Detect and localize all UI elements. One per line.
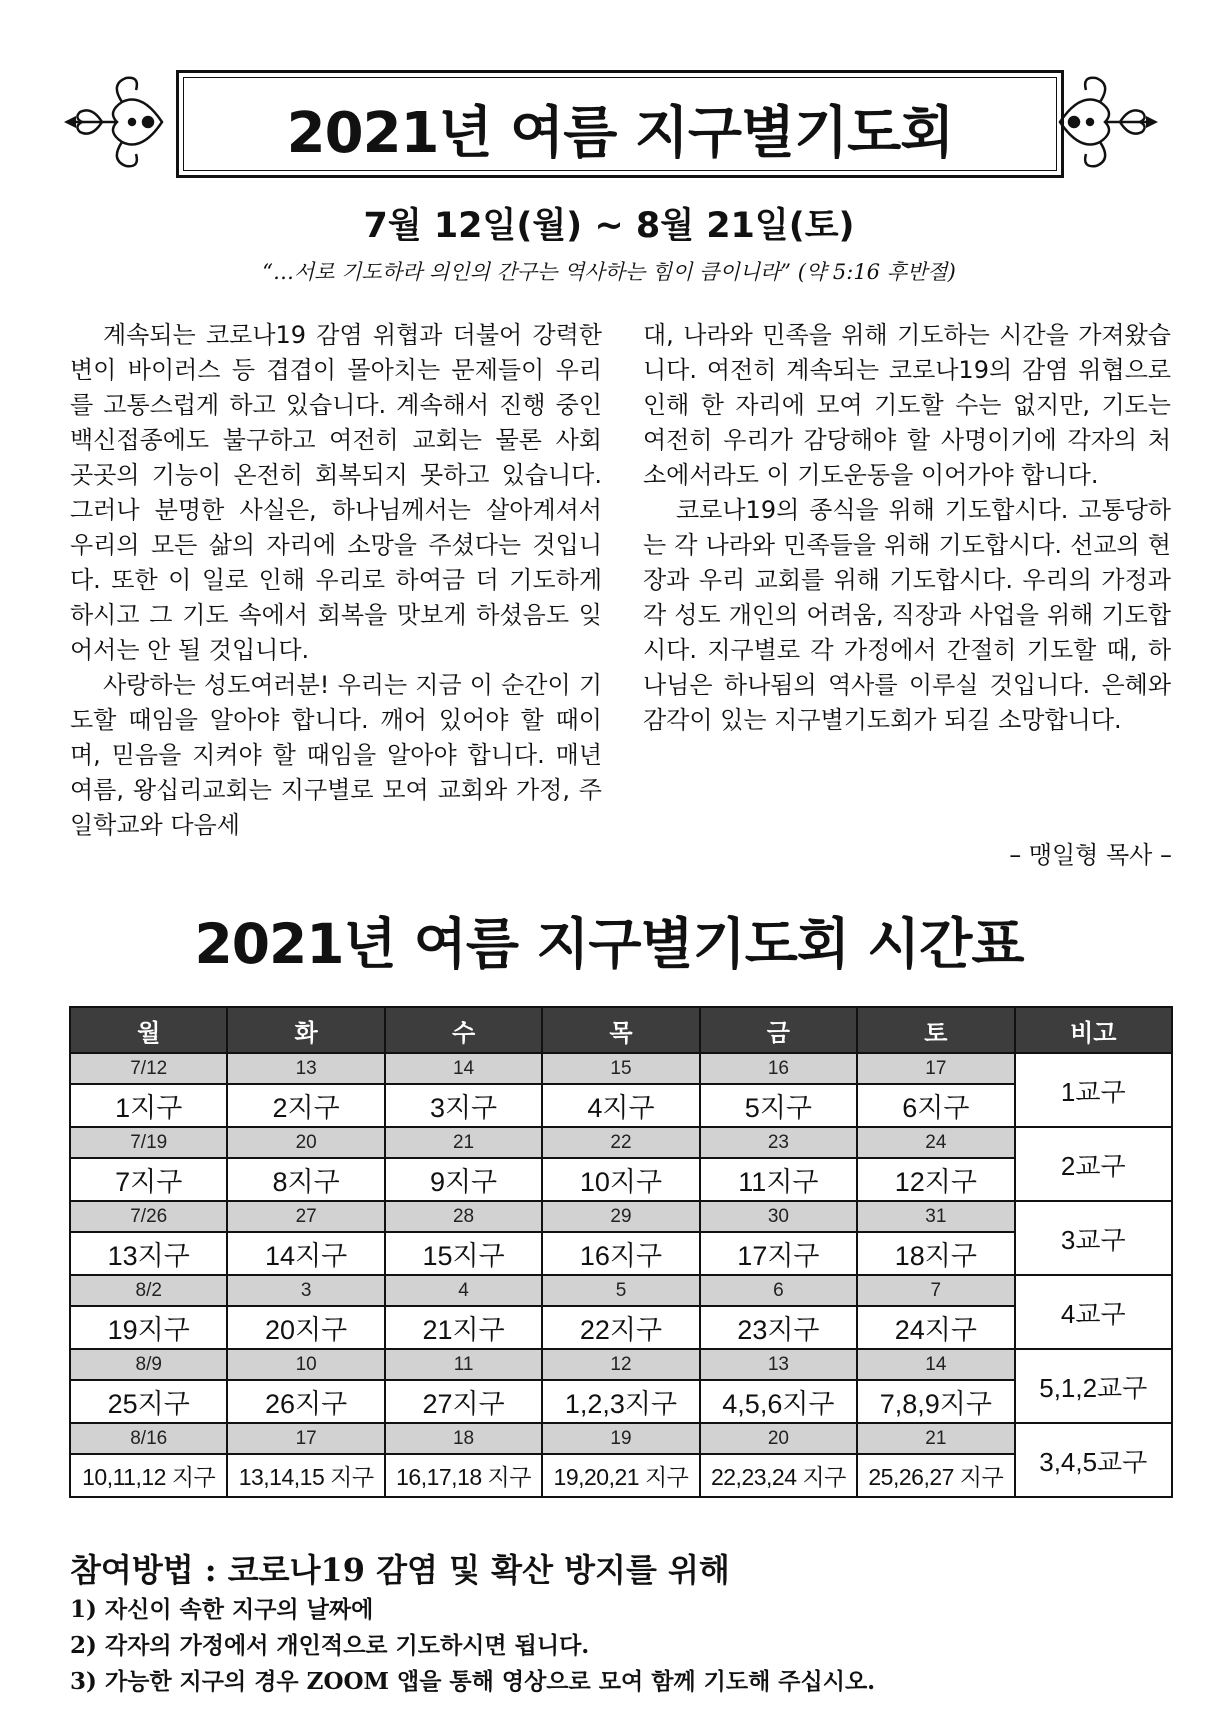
date-row <box>70 1349 1172 1380</box>
date-cell: 10 <box>227 1349 384 1380</box>
date-cell: 17 <box>857 1053 1014 1084</box>
date-cell: 7/19 <box>70 1127 227 1158</box>
date-row <box>70 1201 1172 1232</box>
district-cell: 23지구 <box>700 1306 857 1349</box>
date-cell: 19 <box>542 1423 699 1454</box>
date-cell: 15 <box>542 1053 699 1084</box>
district-cell: 5지구 <box>700 1084 857 1127</box>
method-item: 1) 자신이 속한 지구의 날짜에 <box>70 1596 374 1623</box>
district-cell: 12지구 <box>857 1158 1014 1201</box>
district-cell: 22지구 <box>542 1306 699 1349</box>
district-cell: 13지구 <box>70 1232 227 1275</box>
district-row <box>70 1454 1172 1497</box>
district-cell: 16지구 <box>542 1232 699 1275</box>
date-cell: 6 <box>700 1275 857 1306</box>
date-cell: 4 <box>385 1275 542 1306</box>
date-cell: 14 <box>857 1349 1014 1380</box>
district-cell: 6지구 <box>857 1084 1014 1127</box>
letter-column-left <box>70 318 602 843</box>
district-cell: 14지구 <box>227 1232 384 1275</box>
parish-note-cell: 3,4,5교구 <box>1015 1423 1172 1497</box>
district-cell: 19,20,21 지구 <box>542 1454 699 1497</box>
district-cell: 22,23,24 지구 <box>700 1454 857 1497</box>
flourish-ornament-left-icon <box>62 72 172 172</box>
district-cell: 26지구 <box>227 1380 384 1423</box>
parish-note-cell: 5,1,2교구 <box>1015 1349 1172 1423</box>
schedule-title: 2021년 여름 지구별기도회 시간표 <box>194 912 1024 976</box>
district-cell: 19지구 <box>70 1306 227 1349</box>
date-cell: 23 <box>700 1127 857 1158</box>
date-range: 7월 12일(월) ~ 8월 21일(토) <box>363 206 855 246</box>
letter-paragraph: 사랑하는 성도여러분! 우리는 지금 이 순간이 기도할 때임을 알아야 합니다. 깨어 있어야 할 때이며, 믿음을 지켜야 할 때임을 알아야 합니다. 매년 여름, 왕십리교회는 지구별로 모여 교회와 가정, 주일학교와 다음세 <box>70 671 602 839</box>
date-cell: 30 <box>700 1201 857 1232</box>
date-cell: 7/12 <box>70 1053 227 1084</box>
district-row <box>70 1380 1172 1423</box>
date-cell: 20 <box>227 1127 384 1158</box>
flourish-ornament-right-icon <box>1050 72 1160 172</box>
column-header-sat: 토 <box>857 1007 1014 1053</box>
date-cell: 22 <box>542 1127 699 1158</box>
letter-paragraph: 계속되는 코로나19 감염 위협과 더불어 강력한 변이 바이러스 등 겹겹이 몰아치는 문제들이 우리를 고통스럽게 하고 있습니다. 계속해서 진행 중인 백신접종에도 불구하고 여전히 교회는 물론 사회 곳곳의 기능이 온전히 회복되지 못하고 있습니다. 그러나 분명한 사실은, 하나님께서는 살아계셔서 우리의 모든 삶의 자리에 소망을 주셨다는 것입니다. 또한 이 일로 인해 우리로 하여금 더 기도하게 하시고 그 기도 속에서 회복을 맛보게 하셨음도 잊어서는 안 될 것입니다. <box>70 321 602 664</box>
district-row <box>70 1084 1172 1127</box>
column-header-fri: 금 <box>700 1007 857 1053</box>
date-row <box>70 1053 1172 1084</box>
date-cell: 20 <box>700 1423 857 1454</box>
schedule-header-row <box>70 1007 1172 1053</box>
date-row <box>70 1275 1172 1306</box>
date-row <box>70 1127 1172 1158</box>
district-cell: 8지구 <box>227 1158 384 1201</box>
letter-paragraph: 대, 나라와 민족을 위해 기도하는 시간을 가져왔습니다. 여전히 계속되는 코로나19의 감염 위협으로 인해 한 자리에 모여 기도할 수는 없지만, 기도는 여전히 우리가 감당해야 할 사명이기에 각자의 처소에서라도 이 기도운동을 이어가야 합니다. <box>643 321 1171 489</box>
district-cell: 7지구 <box>70 1158 227 1201</box>
district-cell: 10지구 <box>542 1158 699 1201</box>
letter-column-right <box>643 318 1171 738</box>
title-frame <box>176 70 1064 178</box>
date-cell: 14 <box>385 1053 542 1084</box>
district-row <box>70 1158 1172 1201</box>
parish-note-cell: 3교구 <box>1015 1201 1172 1275</box>
district-cell: 17지구 <box>700 1232 857 1275</box>
parish-note-cell: 2교구 <box>1015 1127 1172 1201</box>
district-cell: 4지구 <box>542 1084 699 1127</box>
district-row <box>70 1306 1172 1349</box>
date-cell: 8/9 <box>70 1349 227 1380</box>
district-cell: 27지구 <box>385 1380 542 1423</box>
district-cell: 16,17,18 지구 <box>385 1454 542 1497</box>
district-cell: 3지구 <box>385 1084 542 1127</box>
date-cell: 8/16 <box>70 1423 227 1454</box>
scripture-verse: “…서로 기도하라 의인의 간구는 역사하는 힘이 큼이니라” (약 5:16 후반절) <box>262 260 956 284</box>
district-cell: 25,26,27 지구 <box>857 1454 1014 1497</box>
column-header-mon: 월 <box>70 1007 227 1053</box>
method-list <box>70 1592 875 1700</box>
district-cell: 20지구 <box>227 1306 384 1349</box>
district-cell: 9지구 <box>385 1158 542 1201</box>
date-cell: 3 <box>227 1275 384 1306</box>
district-cell: 2지구 <box>227 1084 384 1127</box>
date-cell: 7 <box>857 1275 1014 1306</box>
district-cell: 24지구 <box>857 1306 1014 1349</box>
method-item: 3) 가능한 지구의 경우 ZOOM 앱을 통해 영상으로 모여 함께 기도해 주십시오. <box>70 1668 876 1695</box>
page-title: 2021년 여름 지구별기도회 <box>286 101 954 166</box>
district-cell: 1,2,3지구 <box>542 1380 699 1423</box>
district-cell: 4,5,6지구 <box>700 1380 857 1423</box>
date-cell: 11 <box>385 1349 542 1380</box>
date-cell: 8/2 <box>70 1275 227 1306</box>
letter-paragraph: 코로나19의 종식을 위해 기도합시다. 고통당하는 각 나라와 민족들을 위해 기도합시다. 선교의 현장과 우리 교회를 위해 기도합시다. 우리의 가정과 각 성도 개인의 어려움, 직장과 사업을 위해 기도합시다. 지구별로 각 가정에서 간절히 기도할 때, 하나님은 하나됨의 역사를 이루실 것입니다. 은혜와 감각이 있는 지구별기도회가 되길 소망합니다. <box>643 496 1171 734</box>
district-cell: 11지구 <box>700 1158 857 1201</box>
method-heading: 참여방법 : 코로나19 감염 및 확산 방지를 위해 <box>70 1551 730 1589</box>
schedule-body <box>70 1053 1172 1497</box>
column-header-tue: 화 <box>227 1007 384 1053</box>
date-cell: 16 <box>700 1053 857 1084</box>
date-cell: 13 <box>227 1053 384 1084</box>
date-cell: 7/26 <box>70 1201 227 1232</box>
pastor-signature: – 맹일형 목사 – <box>1009 841 1172 869</box>
column-header-wed: 수 <box>385 1007 542 1053</box>
district-row <box>70 1232 1172 1275</box>
date-cell: 29 <box>542 1201 699 1232</box>
date-row <box>70 1423 1172 1454</box>
district-cell: 13,14,15 지구 <box>227 1454 384 1497</box>
date-cell: 12 <box>542 1349 699 1380</box>
date-cell: 31 <box>857 1201 1014 1232</box>
date-cell: 28 <box>385 1201 542 1232</box>
schedule-table <box>69 1006 1173 1498</box>
date-cell: 13 <box>700 1349 857 1380</box>
column-header-note: 비고 <box>1015 1007 1172 1053</box>
district-cell: 18지구 <box>857 1232 1014 1275</box>
method-item: 2) 각자의 가정에서 개인적으로 기도하시면 됩니다. <box>70 1632 590 1659</box>
parish-note-cell: 4교구 <box>1015 1275 1172 1349</box>
date-cell: 5 <box>542 1275 699 1306</box>
district-cell: 10,11,12 지구 <box>70 1454 227 1497</box>
district-cell: 25지구 <box>70 1380 227 1423</box>
district-cell: 7,8,9지구 <box>857 1380 1014 1423</box>
date-cell: 21 <box>385 1127 542 1158</box>
date-cell: 18 <box>385 1423 542 1454</box>
date-cell: 21 <box>857 1423 1014 1454</box>
date-cell: 24 <box>857 1127 1014 1158</box>
district-cell: 1지구 <box>70 1084 227 1127</box>
parish-note-cell: 1교구 <box>1015 1053 1172 1127</box>
date-cell: 17 <box>227 1423 384 1454</box>
date-cell: 27 <box>227 1201 384 1232</box>
district-cell: 15지구 <box>385 1232 542 1275</box>
column-header-thu: 목 <box>542 1007 699 1053</box>
district-cell: 21지구 <box>385 1306 542 1349</box>
